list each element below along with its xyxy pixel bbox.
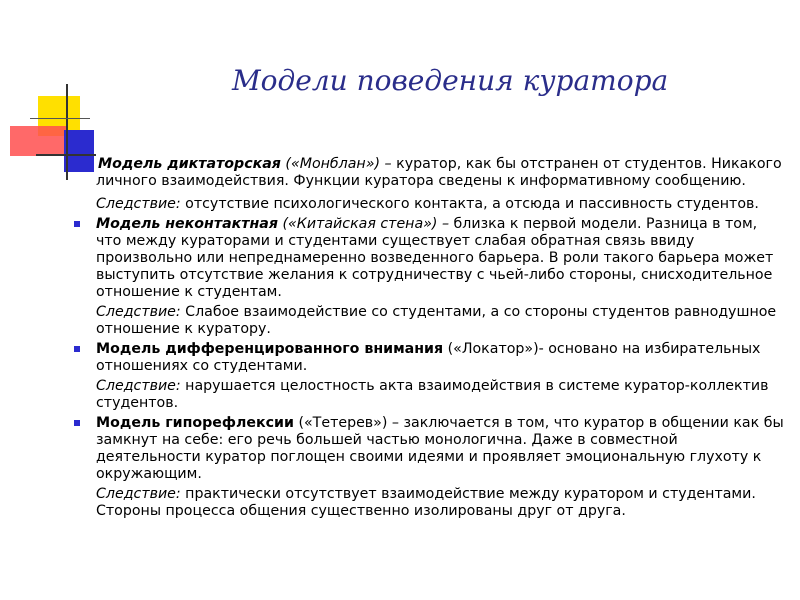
model-name: Модель дифференцированного внимания	[96, 341, 444, 357]
consequence-label: Следствие:	[96, 304, 181, 320]
model-alias: («Китайская стена») –	[278, 216, 450, 232]
decor-vertical-line	[66, 84, 68, 180]
slide-content	[74, 156, 784, 523]
consequence-text: отсутствие психологического контакта, а отсюда и пассивность студентов.	[180, 196, 759, 212]
bullet-icon	[74, 420, 80, 426]
model-name: Модель диктаторская	[98, 156, 281, 172]
decor-red-square	[10, 126, 68, 156]
model-description: основано на избирательных отношениях со студентами.	[96, 341, 761, 374]
decor-horizontal-line-2	[30, 118, 90, 119]
model-name: Модель гипорефлексии	[96, 415, 294, 431]
slide-title: Модели поведения куратора	[232, 64, 669, 97]
list-item	[74, 156, 784, 190]
consequence-label: Следствие:	[96, 378, 181, 394]
model-name: Модель неконтактная	[96, 216, 278, 232]
bullet-icon	[74, 346, 80, 352]
model-description: близка к первой модели. Разница в том, что между кураторами и студентами существует слабая обратная связь ввиду произвольно или непреднамеренно возведенного барьера. В роли такого барьера может выступить отсутствие желания к сотрудничеству с чьей-либо стороны, снисходительное отношение к студентам.	[96, 216, 774, 300]
model-alias: («Тетерев») –	[293, 415, 399, 431]
model-alias: («Монблан») –	[280, 156, 392, 172]
consequence	[74, 196, 784, 213]
consequence-text: Слабое взаимодействие со студентами, а со стороны студентов равнодушное отношение к куратору.	[96, 304, 777, 337]
model-description: куратор, как бы отстранен от студентов. Никакого личного взаимодействия. Функции куратора сведены к информативному сообщению.	[96, 156, 782, 189]
list-item	[74, 341, 784, 375]
list-item	[74, 216, 784, 301]
bullet-icon	[74, 221, 80, 227]
consequence-text: практически отсутствует взаимодействие между куратором и студентами. Стороны процесса общения существенно изолированы друг от друга.	[96, 486, 756, 519]
consequence	[74, 378, 784, 412]
list-item	[74, 415, 784, 483]
consequence-label: Следствие:	[96, 196, 181, 212]
consequence	[74, 486, 784, 520]
consequence-text: нарушается целостность акта взаимодействия в системе куратор-коллектив студентов.	[96, 378, 769, 411]
model-alias: («Локатор»)-	[443, 341, 544, 357]
model-description: заключается в том, что куратор в общении как бы замкнут на себе: его речь большей частью монологична. Даже в совместной деятельности куратор поглощен своими идеями и проявляет эмоциональную глухоту к окружающим.	[96, 415, 784, 482]
consequence	[74, 304, 784, 338]
consequence-label: Следствие:	[96, 486, 181, 502]
